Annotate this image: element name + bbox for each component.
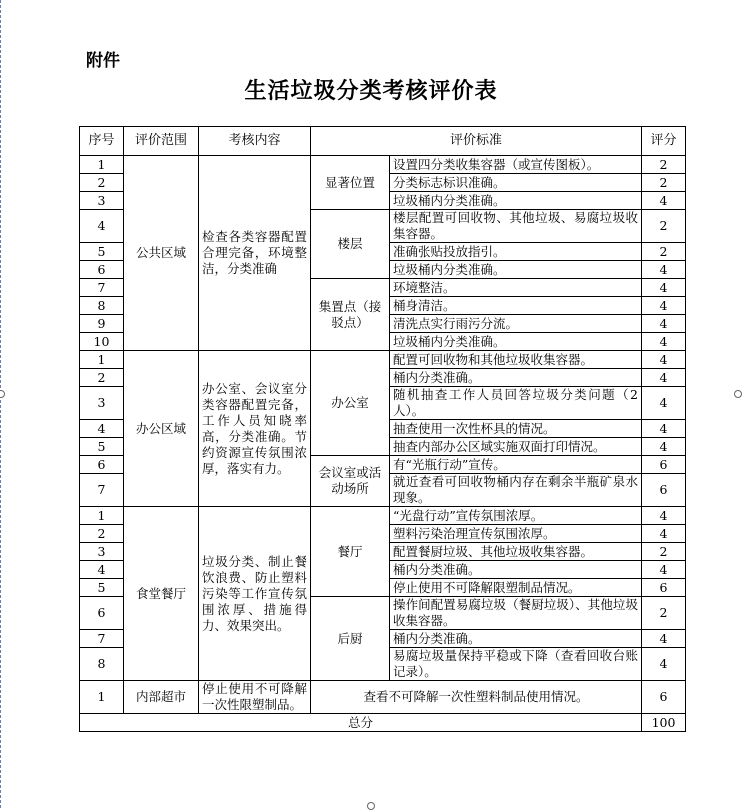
score-cell: 6 — [642, 681, 686, 714]
score-cell: 4 — [642, 279, 686, 297]
total-row — [80, 714, 686, 732]
standard-text: 抽查内部办公区域实施双面打印情况。 — [390, 438, 642, 456]
table-row — [80, 351, 686, 369]
table-row — [80, 681, 686, 714]
sub-floor: 楼层 — [311, 210, 390, 279]
score-cell: 4 — [642, 507, 686, 525]
score-cell: 2 — [642, 156, 686, 174]
total-score: 100 — [642, 714, 686, 732]
standard-text: 桶内分类准确。 — [390, 561, 642, 579]
total-label: 总分 — [80, 714, 642, 732]
score-cell: 4 — [642, 561, 686, 579]
row-no: 5 — [80, 438, 124, 456]
standard-text: 有“光瓶行动”宣传。 — [390, 456, 642, 474]
table-row — [80, 156, 686, 174]
scope-canteen: 食堂餐厅 — [124, 507, 199, 681]
page-edge — [0, 0, 1, 808]
row-no: 7 — [80, 630, 124, 648]
score-cell: 6 — [642, 579, 686, 597]
score-cell: 4 — [642, 387, 686, 420]
standard-text: 易腐垃圾量保持平稳或下降（查看回收台账记录）。 — [390, 648, 642, 681]
resize-handle-left[interactable] — [0, 390, 5, 398]
score-cell: 4 — [642, 315, 686, 333]
row-no: 3 — [80, 387, 124, 420]
standard-text: 垃圾桶内分类准确。 — [390, 192, 642, 210]
row-no: 6 — [80, 456, 124, 474]
row-no: 2 — [80, 525, 124, 543]
table-header-row — [80, 127, 686, 156]
content-canteen: 垃圾分类、制止餐饮浪费、防止塑料污染等工作宣传氛围浓厚、措施得力、效果突出。 — [199, 507, 311, 681]
scope-public: 公共区域 — [124, 156, 199, 351]
sub-prominent-location: 显著位置 — [311, 156, 390, 210]
standard-text: 设置四分类收集容器（或宣传图板）。 — [390, 156, 642, 174]
row-no: 9 — [80, 315, 124, 333]
score-cell: 6 — [642, 456, 686, 474]
score-cell: 6 — [642, 474, 686, 507]
row-no: 1 — [80, 681, 124, 714]
score-cell: 4 — [642, 261, 686, 279]
standard-text: 楼层配置可回收物、其他垃圾、易腐垃圾收集容器。 — [390, 210, 642, 243]
score-cell: 4 — [642, 525, 686, 543]
resize-handle-right[interactable] — [734, 390, 742, 398]
table-row — [80, 507, 686, 525]
row-no: 8 — [80, 297, 124, 315]
standard-text: 准确张贴投放指引。 — [390, 243, 642, 261]
resize-handle-bottom[interactable] — [367, 802, 375, 810]
row-no: 4 — [80, 210, 124, 243]
score-cell: 4 — [642, 351, 686, 369]
sub-meeting-room: 会议室或活动场所 — [311, 456, 390, 507]
standard-text: 配置可回收物和其他垃圾收集容器。 — [390, 351, 642, 369]
standard-text: 操作间配置易腐垃圾（餐厨垃圾）、其他垃圾收集容器。 — [390, 597, 642, 630]
row-no: 4 — [80, 561, 124, 579]
score-cell: 4 — [642, 438, 686, 456]
score-cell: 2 — [642, 210, 686, 243]
score-cell: 2 — [642, 174, 686, 192]
row-no: 10 — [80, 333, 124, 351]
page-title: 生活垃圾分类考核评价表 — [244, 79, 498, 104]
row-no: 6 — [80, 261, 124, 279]
standard-text: 分类标志标识准确。 — [390, 174, 642, 192]
row-no: 3 — [80, 192, 124, 210]
standard-text: 配置餐厨垃圾、其他垃圾收集容器。 — [390, 543, 642, 561]
content-office: 办公室、会议室分类容器配置完备，工作人员知晓率高，分类准确。节约资源宣传氛围浓厚，落实有力。 — [199, 351, 311, 507]
header-no: 序号 — [80, 127, 124, 156]
row-no: 5 — [80, 579, 124, 597]
standard-text: 桶内分类准确。 — [390, 369, 642, 387]
row-no: 7 — [80, 279, 124, 297]
standard-text: 停止使用不可降解限塑制品情况。 — [390, 579, 642, 597]
standard-text: 随机抽查工作人员回答垃圾分类问题（2人）。 — [390, 387, 642, 420]
content-market: 停止使用不可降解一次性限塑制品。 — [199, 681, 311, 714]
row-no: 1 — [80, 507, 124, 525]
sub-dining-hall: 餐厅 — [311, 507, 390, 597]
standard-text: 桶身清洁。 — [390, 297, 642, 315]
row-no: 5 — [80, 243, 124, 261]
standard-text: 抽查使用一次性杯具的情况。 — [390, 420, 642, 438]
header-content: 考核内容 — [199, 127, 311, 156]
score-cell: 4 — [642, 333, 686, 351]
row-no: 1 — [80, 351, 124, 369]
row-no: 2 — [80, 369, 124, 387]
scope-office: 办公区域 — [124, 351, 199, 507]
evaluation-table — [79, 126, 686, 732]
row-no: 7 — [80, 474, 124, 507]
score-cell: 4 — [642, 192, 686, 210]
row-no: 4 — [80, 420, 124, 438]
score-cell: 4 — [642, 648, 686, 681]
standard-text: 查看不可降解一次性塑料制品使用情况。 — [311, 681, 642, 714]
header-score: 评分 — [642, 127, 686, 156]
standard-text: 桶内分类准确。 — [390, 630, 642, 648]
score-cell: 4 — [642, 420, 686, 438]
standard-text: 垃圾桶内分类准确。 — [390, 333, 642, 351]
header-standard: 评价标准 — [311, 127, 642, 156]
score-cell: 4 — [642, 369, 686, 387]
score-cell: 4 — [642, 630, 686, 648]
score-cell: 2 — [642, 243, 686, 261]
score-cell: 4 — [642, 297, 686, 315]
row-no: 3 — [80, 543, 124, 561]
standard-text: 清洗点实行雨污分流。 — [390, 315, 642, 333]
scope-market: 内部超市 — [124, 681, 199, 714]
standard-text: 环境整洁。 — [390, 279, 642, 297]
sub-office-room: 办公室 — [311, 351, 390, 456]
standard-text: 就近查看可回收物桶内存在剩余半瓶矿泉水现象。 — [390, 474, 642, 507]
header-scope: 评价范围 — [124, 127, 199, 156]
attachment-label: 附件 — [86, 51, 120, 71]
score-cell: 2 — [642, 543, 686, 561]
standard-text: 塑料污染治理宣传氛围浓厚。 — [390, 525, 642, 543]
standard-text: “光盘行动”宣传氛围浓厚。 — [390, 507, 642, 525]
row-no: 8 — [80, 648, 124, 681]
sub-collection-point: 集置点（接驳点） — [311, 279, 390, 351]
sub-kitchen: 后厨 — [311, 597, 390, 681]
row-no: 2 — [80, 174, 124, 192]
score-cell: 2 — [642, 597, 686, 630]
row-no: 6 — [80, 597, 124, 630]
row-no: 1 — [80, 156, 124, 174]
content-public: 检查各类容器配置合理完备，环境整洁，分类准确 — [199, 156, 311, 351]
standard-text: 垃圾桶内分类准确。 — [390, 261, 642, 279]
